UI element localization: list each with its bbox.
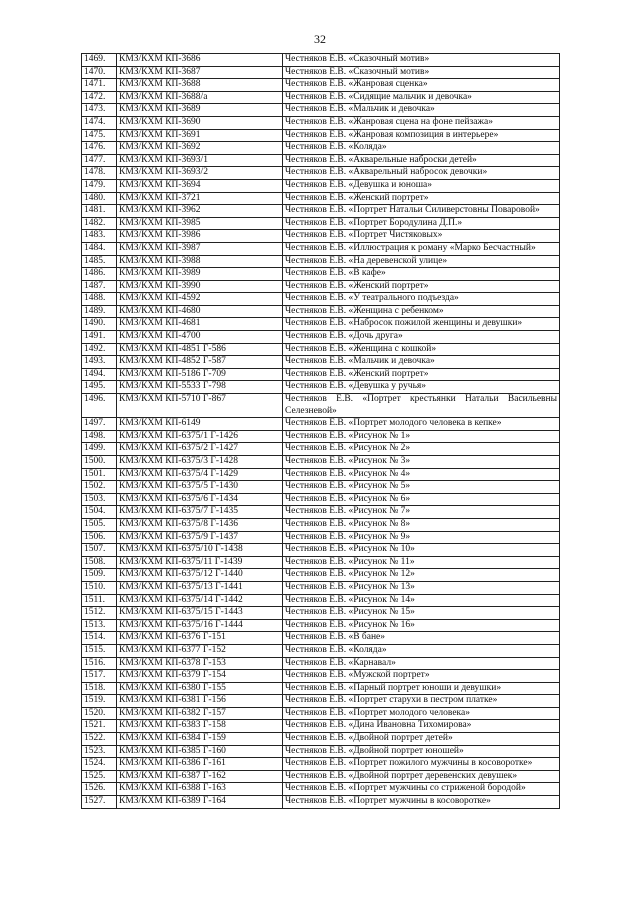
artwork-description-cell: Честняков Е.В. «Жанровая сценка» bbox=[283, 79, 560, 92]
artwork-description-cell: Честняков Е.В. «Двойной портрет юношей» bbox=[283, 745, 560, 758]
row-number-cell: 1526. bbox=[82, 783, 117, 796]
row-number-cell: 1505. bbox=[82, 518, 117, 531]
row-number-cell: 1484. bbox=[82, 242, 117, 255]
table-row bbox=[82, 418, 560, 431]
row-number-cell: 1474. bbox=[82, 116, 117, 129]
inventory-number-cell: КМЗ/КХМ КП-6387 Г-162 bbox=[117, 770, 283, 783]
inventory-number-cell: КМЗ/КХМ КП-3687 bbox=[117, 66, 283, 79]
inventory-number-cell: КМЗ/КХМ КП-3689 bbox=[117, 104, 283, 117]
inventory-number-cell: КМЗ/КХМ КП-6149 bbox=[117, 418, 283, 431]
table-row bbox=[82, 657, 560, 670]
table-row bbox=[82, 456, 560, 469]
artwork-description-cell: Честняков Е.В. «Женский портрет» bbox=[283, 368, 560, 381]
artwork-description-cell: Честняков Е.В. «Рисунок № 10» bbox=[283, 544, 560, 557]
row-number-cell: 1485. bbox=[82, 255, 117, 268]
artwork-description-cell: Честняков Е.В. «Рисунок № 8» bbox=[283, 518, 560, 531]
row-number-cell: 1470. bbox=[82, 66, 117, 79]
inventory-number-cell: КМЗ/КХМ КП-3692 bbox=[117, 142, 283, 155]
inventory-number-cell: КМЗ/КХМ КП-3690 bbox=[117, 116, 283, 129]
row-number-cell: 1524. bbox=[82, 758, 117, 771]
inventory-number-cell: КМЗ/КХМ КП-3988 bbox=[117, 255, 283, 268]
artwork-description-cell: Честняков Е.В. «Рисунок № 16» bbox=[283, 619, 560, 632]
artwork-description-cell: Честняков Е.В. «Рисунок № 1» bbox=[283, 430, 560, 443]
table-row bbox=[82, 66, 560, 79]
artwork-description-cell: Честняков Е.В. «Дочь друга» bbox=[283, 331, 560, 344]
table-row bbox=[82, 91, 560, 104]
inventory-number-cell: КМЗ/КХМ КП-6377 Г-152 bbox=[117, 644, 283, 657]
inventory-number-cell: КМЗ/КХМ КП-6375/2 Г-1427 bbox=[117, 443, 283, 456]
registry-table-body bbox=[82, 54, 560, 809]
row-number-cell: 1477. bbox=[82, 154, 117, 167]
inventory-number-cell: КМЗ/КХМ КП-6375/14 Г-1442 bbox=[117, 594, 283, 607]
table-row bbox=[82, 79, 560, 92]
row-number-cell: 1499. bbox=[82, 443, 117, 456]
row-number-cell: 1494. bbox=[82, 368, 117, 381]
table-row bbox=[82, 368, 560, 381]
artwork-description-cell: Честняков Е.В. «Сказочный мотив» bbox=[283, 66, 560, 79]
artwork-description-cell: Честняков Е.В. «Сказочный мотив» bbox=[283, 54, 560, 67]
table-row bbox=[82, 255, 560, 268]
artwork-description-cell: Честняков Е.В. «Двойной портрет деревенских девушек» bbox=[283, 770, 560, 783]
inventory-number-cell: КМЗ/КХМ КП-3693/2 bbox=[117, 167, 283, 180]
table-row bbox=[82, 770, 560, 783]
artwork-description-cell: Честняков Е.В. «В бане» bbox=[283, 632, 560, 645]
row-number-cell: 1508. bbox=[82, 556, 117, 569]
row-number-cell: 1486. bbox=[82, 268, 117, 281]
table-row bbox=[82, 632, 560, 645]
table-row bbox=[82, 695, 560, 708]
row-number-cell: 1497. bbox=[82, 418, 117, 431]
table-row bbox=[82, 644, 560, 657]
row-number-cell: 1514. bbox=[82, 632, 117, 645]
row-number-cell: 1510. bbox=[82, 581, 117, 594]
table-row bbox=[82, 544, 560, 557]
row-number-cell: 1481. bbox=[82, 205, 117, 218]
inventory-number-cell: КМЗ/КХМ КП-5533 Г-798 bbox=[117, 381, 283, 394]
table-row bbox=[82, 733, 560, 746]
row-number-cell: 1495. bbox=[82, 381, 117, 394]
table-row bbox=[82, 670, 560, 683]
table-row bbox=[82, 707, 560, 720]
row-number-cell: 1522. bbox=[82, 733, 117, 746]
table-row bbox=[82, 468, 560, 481]
inventory-number-cell: КМЗ/КХМ КП-3691 bbox=[117, 129, 283, 142]
artwork-description-cell: Честняков Е.В. «Портрет Бородулина Д.П.» bbox=[283, 217, 560, 230]
artwork-description-cell: Честняков Е.В. «Портрет молодого человека» bbox=[283, 707, 560, 720]
row-number-cell: 1471. bbox=[82, 79, 117, 92]
inventory-number-cell: КМЗ/КХМ КП-3989 bbox=[117, 268, 283, 281]
artwork-description-cell: Честняков Е.В. «Иллюстрация к роману «Марко Бесчастный» bbox=[283, 242, 560, 255]
artwork-description-cell: Честняков Е.В. «Портрет крестьянки Натальи Васильевны Селезневой» bbox=[283, 394, 560, 418]
inventory-number-cell: КМЗ/КХМ КП-6375/9 Г-1437 bbox=[117, 531, 283, 544]
artwork-description-cell: Честняков Е.В. «Жанровая сцена на фоне пейзажа» bbox=[283, 116, 560, 129]
artwork-description-cell: Честняков Е.В. «На деревенской улице» bbox=[283, 255, 560, 268]
inventory-number-cell: КМЗ/КХМ КП-3721 bbox=[117, 192, 283, 205]
inventory-number-cell: КМЗ/КХМ КП-3694 bbox=[117, 179, 283, 192]
row-number-cell: 1476. bbox=[82, 142, 117, 155]
inventory-number-cell: КМЗ/КХМ КП-6375/6 Г-1434 bbox=[117, 493, 283, 506]
inventory-number-cell: КМЗ/КХМ КП-6384 Г-159 bbox=[117, 733, 283, 746]
artwork-description-cell: Честняков Е.В. «Портрет старухи в пестром платке» bbox=[283, 695, 560, 708]
inventory-number-cell: КМЗ/КХМ КП-3985 bbox=[117, 217, 283, 230]
row-number-cell: 1478. bbox=[82, 167, 117, 180]
inventory-number-cell: КМЗ/КХМ КП-6383 Г-158 bbox=[117, 720, 283, 733]
artwork-description-cell: Честняков Е.В. «В кафе» bbox=[283, 268, 560, 281]
table-row bbox=[82, 104, 560, 117]
row-number-cell: 1511. bbox=[82, 594, 117, 607]
table-row bbox=[82, 54, 560, 67]
table-row bbox=[82, 305, 560, 318]
inventory-number-cell: КМЗ/КХМ КП-3987 bbox=[117, 242, 283, 255]
table-row bbox=[82, 142, 560, 155]
row-number-cell: 1525. bbox=[82, 770, 117, 783]
artwork-description-cell: Честняков Е.В. «Акварельные наброски детей» bbox=[283, 154, 560, 167]
artwork-description-cell: Честняков Е.В. «Женщина с ребенком» bbox=[283, 305, 560, 318]
table-row bbox=[82, 381, 560, 394]
artwork-description-cell: Честняков Е.В. «Карнавал» bbox=[283, 657, 560, 670]
row-number-cell: 1501. bbox=[82, 468, 117, 481]
table-row bbox=[82, 230, 560, 243]
inventory-number-cell: КМЗ/КХМ КП-6379 Г-154 bbox=[117, 670, 283, 683]
table-row bbox=[82, 280, 560, 293]
artwork-description-cell: Честняков Е.В. «Мальчик и девочка» bbox=[283, 356, 560, 369]
row-number-cell: 1513. bbox=[82, 619, 117, 632]
inventory-number-cell: КМЗ/КХМ КП-6375/7 Г-1435 bbox=[117, 506, 283, 519]
page-number: 32 bbox=[314, 32, 326, 46]
inventory-number-cell: КМЗ/КХМ КП-3990 bbox=[117, 280, 283, 293]
table-row bbox=[82, 720, 560, 733]
artwork-description-cell: Честняков Е.В. «Рисунок № 15» bbox=[283, 607, 560, 620]
inventory-number-cell: КМЗ/КХМ КП-6375/5 Г-1430 bbox=[117, 481, 283, 494]
row-number-cell: 1515. bbox=[82, 644, 117, 657]
artwork-description-cell: Честняков Е.В. «У театрального подъезда» bbox=[283, 293, 560, 306]
table-row bbox=[82, 518, 560, 531]
inventory-number-cell: КМЗ/КХМ КП-6385 Г-160 bbox=[117, 745, 283, 758]
inventory-number-cell: КМЗ/КХМ КП-6386 Г-161 bbox=[117, 758, 283, 771]
artwork-description-cell: Честняков Е.В. «Дина Ивановна Тихомирова» bbox=[283, 720, 560, 733]
inventory-number-cell: КМЗ/КХМ КП-4852 Г-587 bbox=[117, 356, 283, 369]
table-row bbox=[82, 506, 560, 519]
artwork-description-cell: Честняков Е.В. «Рисунок № 13» bbox=[283, 581, 560, 594]
table-row bbox=[82, 293, 560, 306]
table-row bbox=[82, 783, 560, 796]
inventory-number-cell: КМЗ/КХМ КП-6382 Г-157 bbox=[117, 707, 283, 720]
row-number-cell: 1503. bbox=[82, 493, 117, 506]
row-number-cell: 1521. bbox=[82, 720, 117, 733]
artwork-description-cell: Честняков Е.В. «Рисунок № 12» bbox=[283, 569, 560, 582]
artwork-description-cell: Честняков Е.В. «Рисунок № 11» bbox=[283, 556, 560, 569]
row-number-cell: 1527. bbox=[82, 796, 117, 809]
table-row bbox=[82, 758, 560, 771]
table-row bbox=[82, 154, 560, 167]
artwork-description-cell: Честняков Е.В. «Коляда» bbox=[283, 142, 560, 155]
row-number-cell: 1500. bbox=[82, 456, 117, 469]
inventory-number-cell: КМЗ/КХМ КП-3986 bbox=[117, 230, 283, 243]
table-row bbox=[82, 569, 560, 582]
table-row bbox=[82, 116, 560, 129]
row-number-cell: 1489. bbox=[82, 305, 117, 318]
row-number-cell: 1512. bbox=[82, 607, 117, 620]
table-row bbox=[82, 581, 560, 594]
inventory-number-cell: КМЗ/КХМ КП-4592 bbox=[117, 293, 283, 306]
table-row bbox=[82, 745, 560, 758]
artwork-description-cell: Честняков Е.В. «Набросок пожилой женщины и девушки» bbox=[283, 318, 560, 331]
row-number-cell: 1482. bbox=[82, 217, 117, 230]
inventory-number-cell: КМЗ/КХМ КП-3688/а bbox=[117, 91, 283, 104]
table-row bbox=[82, 607, 560, 620]
artwork-description-cell: Честняков Е.В. «Сидящие мальчик и девочка» bbox=[283, 91, 560, 104]
artwork-description-cell: Честняков Е.В. «Рисунок № 2» bbox=[283, 443, 560, 456]
inventory-number-cell: КМЗ/КХМ КП-3962 bbox=[117, 205, 283, 218]
row-number-cell: 1498. bbox=[82, 430, 117, 443]
table-row bbox=[82, 556, 560, 569]
artwork-description-cell: Честняков Е.В. «Мальчик и девочка» bbox=[283, 104, 560, 117]
row-number-cell: 1475. bbox=[82, 129, 117, 142]
row-number-cell: 1496. bbox=[82, 394, 117, 418]
row-number-cell: 1518. bbox=[82, 682, 117, 695]
artwork-description-cell: Честняков Е.В. «Рисунок № 6» bbox=[283, 493, 560, 506]
artwork-description-cell: Честняков Е.В. «Мужской портрет» bbox=[283, 670, 560, 683]
inventory-number-cell: КМЗ/КХМ КП-6380 Г-155 bbox=[117, 682, 283, 695]
table-row bbox=[82, 192, 560, 205]
row-number-cell: 1483. bbox=[82, 230, 117, 243]
table-row bbox=[82, 356, 560, 369]
artwork-description-cell: Честняков Е.В. «Рисунок № 7» bbox=[283, 506, 560, 519]
inventory-number-cell: КМЗ/КХМ КП-6375/15 Г-1443 bbox=[117, 607, 283, 620]
artwork-description-cell: Честняков Е.В. «Жанровая композиция в интерьере» bbox=[283, 129, 560, 142]
inventory-number-cell: КМЗ/КХМ КП-6375/1 Г-1426 bbox=[117, 430, 283, 443]
inventory-number-cell: КМЗ/КХМ КП-6375/10 Г-1438 bbox=[117, 544, 283, 557]
table-row bbox=[82, 481, 560, 494]
table-row bbox=[82, 531, 560, 544]
table-row bbox=[82, 242, 560, 255]
row-number-cell: 1473. bbox=[82, 104, 117, 117]
row-number-cell: 1480. bbox=[82, 192, 117, 205]
inventory-number-cell: КМЗ/КХМ КП-6388 Г-163 bbox=[117, 783, 283, 796]
inventory-number-cell: КМЗ/КХМ КП-5710 Г-867 bbox=[117, 394, 283, 418]
table-row bbox=[82, 179, 560, 192]
inventory-number-cell: КМЗ/КХМ КП-6375/13 Г-1441 bbox=[117, 581, 283, 594]
artwork-description-cell: Честняков Е.В. «Коляда» bbox=[283, 644, 560, 657]
row-number-cell: 1488. bbox=[82, 293, 117, 306]
row-number-cell: 1469. bbox=[82, 54, 117, 67]
artwork-description-cell: Честняков Е.В. «Акварельный набросок девочки» bbox=[283, 167, 560, 180]
registry-table bbox=[81, 53, 560, 809]
inventory-number-cell: КМЗ/КХМ КП-4700 bbox=[117, 331, 283, 344]
row-number-cell: 1506. bbox=[82, 531, 117, 544]
artwork-description-cell: Честняков Е.В. «Рисунок № 5» bbox=[283, 481, 560, 494]
inventory-number-cell: КМЗ/КХМ КП-4680 bbox=[117, 305, 283, 318]
table-row bbox=[82, 443, 560, 456]
row-number-cell: 1492. bbox=[82, 343, 117, 356]
table-row bbox=[82, 268, 560, 281]
artwork-description-cell: Честняков Е.В. «Портрет Чистяковых» bbox=[283, 230, 560, 243]
artwork-description-cell: Честняков Е.В. «Девушка и юноша» bbox=[283, 179, 560, 192]
artwork-description-cell: Честняков Е.В. «Портрет мужчины со стриженой бородой» bbox=[283, 783, 560, 796]
artwork-description-cell: Честняков Е.В. «Портрет пожилого мужчины в косоворотке» bbox=[283, 758, 560, 771]
row-number-cell: 1507. bbox=[82, 544, 117, 557]
inventory-number-cell: КМЗ/КХМ КП-5186 Г-709 bbox=[117, 368, 283, 381]
row-number-cell: 1504. bbox=[82, 506, 117, 519]
inventory-number-cell: КМЗ/КХМ КП-6375/16 Г-1444 bbox=[117, 619, 283, 632]
table-row bbox=[82, 331, 560, 344]
inventory-number-cell: КМЗ/КХМ КП-6389 Г-164 bbox=[117, 796, 283, 809]
row-number-cell: 1519. bbox=[82, 695, 117, 708]
inventory-number-cell: КМЗ/КХМ КП-3688 bbox=[117, 79, 283, 92]
inventory-number-cell: КМЗ/КХМ КП-6378 Г-153 bbox=[117, 657, 283, 670]
artwork-description-cell: Честняков Е.В. «Портрет Натальи Силиверстовны Поваровой» bbox=[283, 205, 560, 218]
artwork-description-cell: Честняков Е.В. «Рисунок № 9» bbox=[283, 531, 560, 544]
artwork-description-cell: Честняков Е.В. «Рисунок № 4» bbox=[283, 468, 560, 481]
row-number-cell: 1502. bbox=[82, 481, 117, 494]
inventory-number-cell: КМЗ/КХМ КП-6375/11 Г-1439 bbox=[117, 556, 283, 569]
table-row bbox=[82, 318, 560, 331]
table-row bbox=[82, 430, 560, 443]
artwork-description-cell: Честняков Е.В. «Портрет мужчины в косоворотке» bbox=[283, 796, 560, 809]
row-number-cell: 1491. bbox=[82, 331, 117, 344]
inventory-number-cell: КМЗ/КХМ КП-4681 bbox=[117, 318, 283, 331]
row-number-cell: 1493. bbox=[82, 356, 117, 369]
artwork-description-cell: Честняков Е.В. «Рисунок № 14» bbox=[283, 594, 560, 607]
row-number-cell: 1509. bbox=[82, 569, 117, 582]
row-number-cell: 1520. bbox=[82, 707, 117, 720]
inventory-number-cell: КМЗ/КХМ КП-6381 Г-156 bbox=[117, 695, 283, 708]
table-row bbox=[82, 343, 560, 356]
artwork-description-cell: Честняков Е.В. «Женщина с кошкой» bbox=[283, 343, 560, 356]
table-row bbox=[82, 796, 560, 809]
inventory-number-cell: КМЗ/КХМ КП-6376 Г-151 bbox=[117, 632, 283, 645]
table-row bbox=[82, 619, 560, 632]
inventory-number-cell: КМЗ/КХМ КП-6375/3 Г-1428 bbox=[117, 456, 283, 469]
artwork-description-cell: Честняков Е.В. «Рисунок № 3» bbox=[283, 456, 560, 469]
inventory-number-cell: КМЗ/КХМ КП-6375/8 Г-1436 bbox=[117, 518, 283, 531]
artwork-description-cell: Честняков Е.В. «Портрет молодого человека в кепке» bbox=[283, 418, 560, 431]
row-number-cell: 1487. bbox=[82, 280, 117, 293]
inventory-number-cell: КМЗ/КХМ КП-4851 Г-586 bbox=[117, 343, 283, 356]
row-number-cell: 1479. bbox=[82, 179, 117, 192]
table-row bbox=[82, 682, 560, 695]
table-row bbox=[82, 167, 560, 180]
row-number-cell: 1472. bbox=[82, 91, 117, 104]
inventory-number-cell: КМЗ/КХМ КП-3693/1 bbox=[117, 154, 283, 167]
inventory-number-cell: КМЗ/КХМ КП-6375/12 Г-1440 bbox=[117, 569, 283, 582]
table-row bbox=[82, 394, 560, 418]
row-number-cell: 1517. bbox=[82, 670, 117, 683]
table-row bbox=[82, 205, 560, 218]
table-row bbox=[82, 594, 560, 607]
table-row bbox=[82, 493, 560, 506]
artwork-description-cell: Честняков Е.В. «Парный портрет юноши и девушки» bbox=[283, 682, 560, 695]
artwork-description-cell: Честняков Е.В. «Женский портрет» bbox=[283, 280, 560, 293]
artwork-description-cell: Честняков Е.В. «Девушка у ручья» bbox=[283, 381, 560, 394]
table-row bbox=[82, 217, 560, 230]
artwork-description-cell: Честняков Е.В. «Женский портрет» bbox=[283, 192, 560, 205]
inventory-number-cell: КМЗ/КХМ КП-6375/4 Г-1429 bbox=[117, 468, 283, 481]
artwork-description-cell: Честняков Е.В. «Двойной портрет детей» bbox=[283, 733, 560, 746]
row-number-cell: 1490. bbox=[82, 318, 117, 331]
inventory-number-cell: КМЗ/КХМ КП-3686 bbox=[117, 54, 283, 67]
row-number-cell: 1516. bbox=[82, 657, 117, 670]
row-number-cell: 1523. bbox=[82, 745, 117, 758]
table-row bbox=[82, 129, 560, 142]
